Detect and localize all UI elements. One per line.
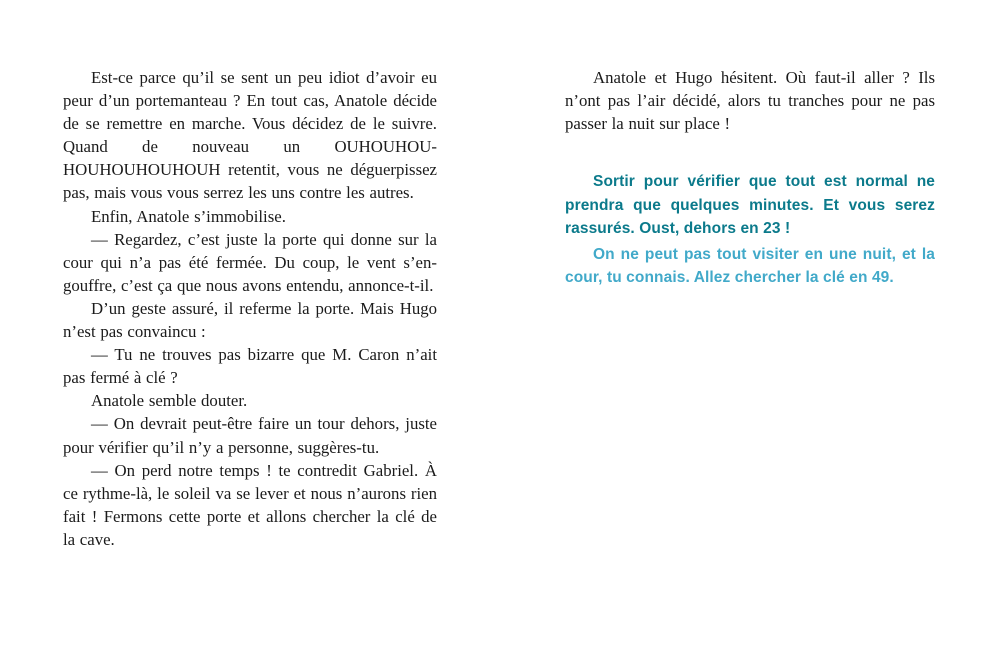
choice-instruction-primary: Sortir pour vérifier que tout est normal ne prendra que quelques minutes. Et vous serez rassurés. Oust, dehors en 23 ! xyxy=(565,173,935,238)
story-paragraph: Est-ce parce qu’il se sent un peu idiot d’avoir eu peur d’un portemanteau ? En tout cas, Anatole décide de se remettre en marche. Vous décidez de le suivre. Quand de nouveau un OUHOUHOUHOUHOUHOUHOUH retentit, vous ne déguerpissez pas, mais vous vous serrez les uns contre les autres. xyxy=(63,68,437,203)
choice-instruction-secondary: On ne peut pas tout visiter en une nuit, et la cour, tu connais. Allez chercher la clé en 49. xyxy=(565,245,935,287)
story-paragraph: — Regardez, c’est juste la porte qui donne sur la cour qui n’a pas été fermée. Du coup, le vent s’engouffre, c’est ça que nous avons entendu, annonce-t-il. xyxy=(63,229,437,295)
story-paragraph: — On devrait peut-être faire un tour dehors, juste pour vérifier qu’il n’y a personne, suggères-tu. xyxy=(63,414,437,457)
story-paragraph: Anatole semble douter. xyxy=(91,391,248,411)
left-page xyxy=(63,66,437,551)
story-paragraph: — Tu ne trouves pas bizarre que M. Caron n’ait pas fermé à clé ? xyxy=(63,345,437,388)
right-page xyxy=(565,66,935,290)
story-paragraph: Anatole et Hugo hésitent. Où faut-il aller ? Ils n’ont pas l’air décidé, alors tu tranches pour ne pas passer la nuit sur place ! xyxy=(565,68,935,134)
story-paragraph: D’un geste assuré, il referme la porte. Mais Hugo n’est pas convaincu : xyxy=(63,298,437,342)
story-paragraph: Enfin, Anatole s’immobilise. xyxy=(91,206,286,226)
story-paragraph: — On perd notre temps ! te contredit Gabriel. À ce rythme-là, le soleil va se lever et nous n’aurons rien fait ! Fermons cette porte et allons chercher la clé de la cave. xyxy=(63,460,437,549)
